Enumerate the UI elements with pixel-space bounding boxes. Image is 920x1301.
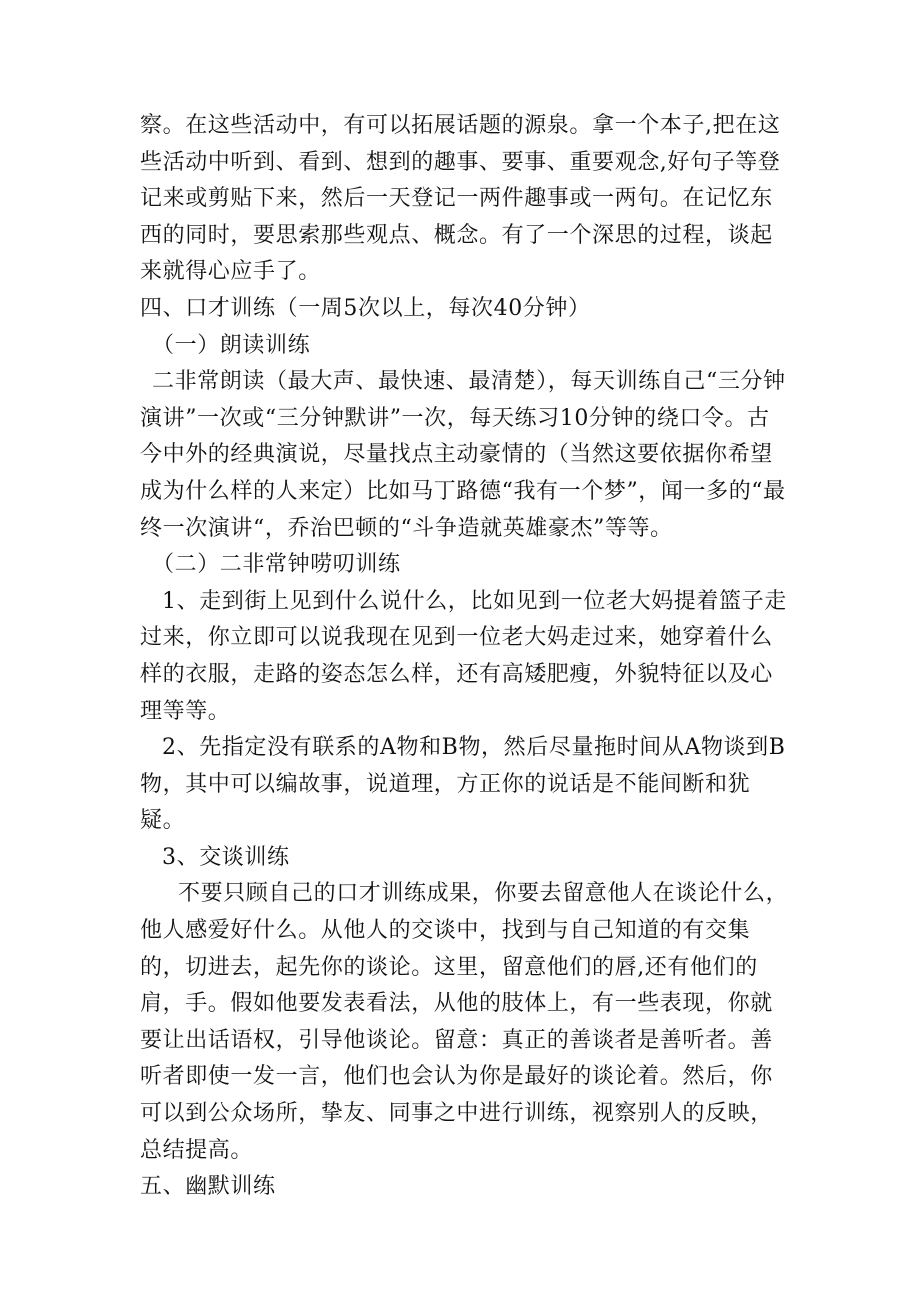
document-body [140,108,790,1206]
heading-eloquence-training: 四、口才训练（一周5次以上，每次40分钟） [140,295,591,321]
subheading-reading-training: （一）朗读训练 [152,332,311,358]
paragraph-observation: 察。在这些活动中，有可以拓展话题的源泉。拿一个本子,把在这些活动中听到、看到、想到的趣事、要事、重要观念,好句子等登记来或剪贴下来，然后一天登记一两件趣事或一两句。在记忆东西的同时，要思索那些观点、概念。有了一个深思的过程，谈起来就得心应手了。 [140,113,781,285]
subheading-conversation-training: 3、交谈训练 [162,844,290,870]
paragraph-street-talk: 1、走到街上见到什么说什么，比如见到一位老大妈提着篮子走过来，你立即可以说我现在见到一位老大妈走过来，她穿着什么样的衣服，走路的姿态怎么样，还有高矮肥瘦，外貌特征以及心理等等。 [140,588,787,724]
heading-humor-training: 五、幽默训练 [140,1174,276,1200]
subheading-chatter-training: （二）二非常钟唠叨训练 [152,552,401,578]
paragraph-conversation: 不要只顾自己的口才训练成果，你要去留意他人在谈论什么，他人感爱好什么。从他人的交谈中，找到与自己知道的有交集的，切进去，起先你的谈论。这里，留意他们的唇,还有他们的肩，手。假如他要发表看法，从他的肢体上，有一些表现，你就要让出话语权，引导他谈论。留意：真正的善谈者是善听者。善听者即使一发一言，他们也会认为你是最好的谈论着。然后，你可以到公众场所，挚友、同事之中进行训练，视察别人的反映，总结提高。 [140,881,789,1163]
paragraph-a-to-b: 2、先指定没有联系的A物和B物，然后尽量拖时间从A物谈到B物，其中可以编故事，说道理，方正你的说话是不能间断和犹疑。 [140,735,786,834]
paragraph-reading-training: 二非常朗读（最大声、最快速、最清楚），每天训练自己“三分钟演讲”一次或“三分钟默讲”一次，每天练习10分钟的绕口令。古今中外的经典演说，尽量找点主动豪情的（当然这要依据你希望成为什么样的人来定）比如马丁路德“我有一个梦”，闻一多的“最终一次演讲“，乔治巴顿的“斗争造就英雄豪杰”等等。 [140,369,786,541]
